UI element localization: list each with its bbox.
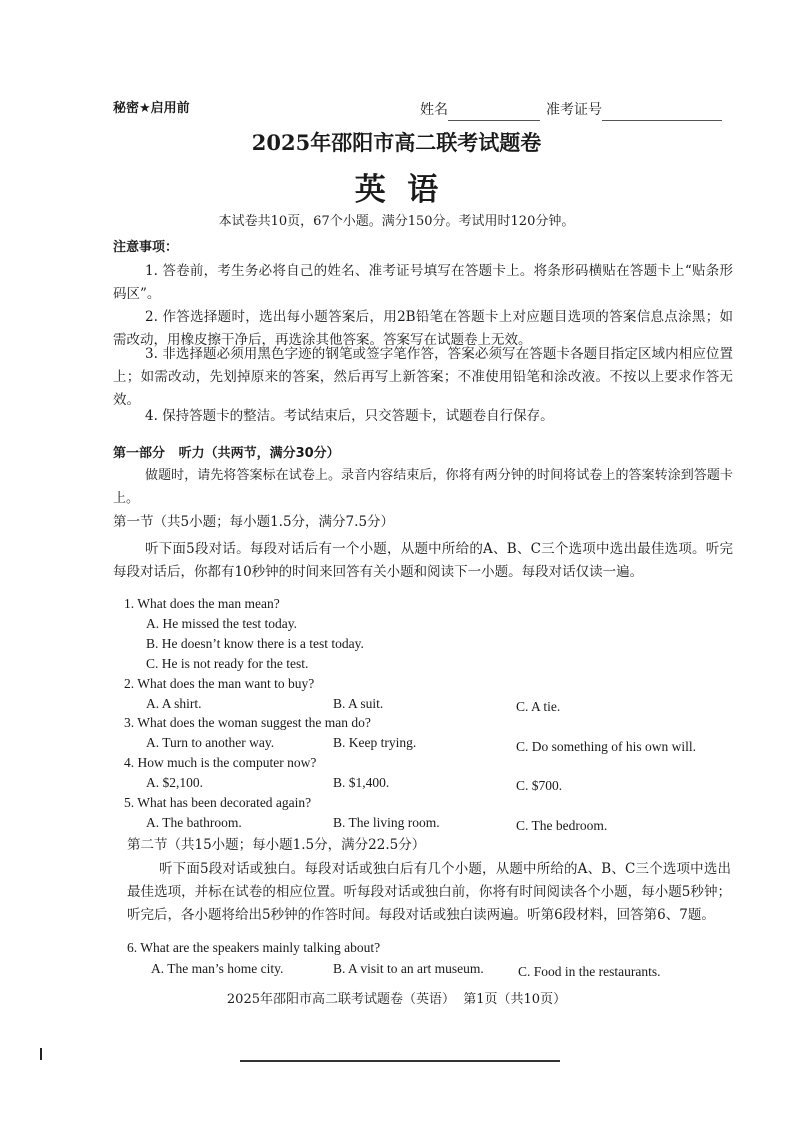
question-stem: 6. What are the speakers mainly talking about? [127, 940, 381, 955]
note-item: 2. 作答选择题时，选出每小题答案后，用2B铅笔在答题卡上对应题目选项的答案信息点涂黑；如需改动，用橡皮擦干净后，再选涂其他答案。答案写在试题卷上无效。 [113, 309, 733, 348]
question-stem: 3. What does the woman suggest the man do? [124, 715, 371, 730]
section1-heading: 第一节（共5小题；每小题1.5分，满分7.5分） [113, 514, 395, 530]
subject-title: 英 语 [354, 172, 439, 208]
option-a: A. A shirt. [146, 696, 202, 711]
page-footer: 2025年邵阳市高二联考试题卷（英语） 第1页（共10页） [226, 992, 567, 1007]
option-b: B. A suit. [333, 696, 384, 711]
name-field [420, 99, 540, 121]
id-field [546, 99, 722, 121]
option-c: C. The bedroom. [516, 818, 608, 833]
part1-heading: 第一部分 听力（共两节，满分30分） [113, 446, 340, 461]
notes-heading: 注意事项： [113, 240, 179, 255]
question-stem: 1. What does the man mean? [124, 596, 280, 611]
option-c: C. A tie. [516, 699, 561, 714]
option-b: B. A visit to an art museum. [333, 961, 484, 976]
option-a: A. He missed the test today. [146, 616, 297, 631]
section1-intro: 听下面5段对话。每段对话后有一个小题，从题中所给的A、B、C三个选项中选出最佳选项。听完每段对话后，你都有10秒钟的时间来回答有关小题和阅读下一小题。每段对话仅读一遍。 [113, 541, 733, 580]
section2-intro: 听下面5段对话或独白。每段对话或独白后有几个小题，从题中所给的A、B、C三个选项中选出最佳选项，并标在试卷的相应位置。听每段对话或独白前，你将有时间阅读各个小题，每小题5秒钟；听完后，各小题将给出5秒钟的作答时间。每段对话或独白读两遍。听第6段材料，回答第6、7题。 [127, 861, 731, 923]
note-item: 1. 答卷前，考生务必将自己的姓名、准考证号填写在答题卡上。将条形码横贴在答题卡上“贴条形码区”。 [113, 263, 733, 302]
option-b: B. The living room. [333, 815, 440, 830]
section2-heading: 第二节（共15小题；每小题1.5分，满分22.5分） [127, 837, 426, 853]
question-stem: 4. How much is the computer now? [124, 755, 317, 770]
id-label: 准考证号 [546, 102, 602, 118]
note-item: 3. 非选择题必须用黑色字迹的钢笔或签字笔作答，答案必须写在答题卡各题目指定区域内相应位置上；如需改动，先划掉原来的答案，然后再写上新答案；不准使用铅笔和涂改液。不按以上要求作答无效。 [113, 346, 733, 408]
name-blank [448, 104, 540, 121]
id-blank [602, 104, 722, 121]
option-b: B. Keep trying. [333, 735, 417, 750]
scan-line [240, 1060, 560, 1062]
exam-info: 本试卷共10页，67个小题。满分150分。考试用时120分钟。 [218, 214, 575, 229]
option-a: A. Turn to another way. [146, 735, 275, 750]
option-c: C. Food in the restaurants. [518, 964, 661, 979]
scan-mark [40, 1048, 42, 1060]
exam-title: 2025年邵阳市高二联考试题卷 [251, 130, 542, 155]
option-a: A. The bathroom. [146, 815, 242, 830]
option-b: B. $1,400. [333, 775, 390, 790]
confidential-mark: 秘密★启用前 [113, 101, 190, 116]
note-item: 4. 保持答题卡的整洁。考试结束后，只交答题卡，试题卷自行保存。 [145, 408, 554, 424]
option-c: C. Do something of his own will. [516, 739, 697, 754]
option-c: C. $700. [516, 778, 563, 793]
option-a: A. $2,100. [146, 775, 203, 790]
option-c: C. He is not ready for the test. [146, 656, 309, 671]
option-a: A. The man’s home city. [151, 961, 284, 976]
name-label: 姓名 [420, 102, 448, 118]
question-stem: 5. What has been decorated again? [124, 795, 312, 810]
option-b: B. He doesn’t know there is a test today. [146, 636, 364, 651]
part1-intro: 做题时，请先将答案标在试卷上。录音内容结束后，你将有两分钟的时间将试卷上的答案转涂到答题卡上。 [113, 468, 733, 506]
question-stem: 2. What does the man want to buy? [124, 676, 315, 691]
